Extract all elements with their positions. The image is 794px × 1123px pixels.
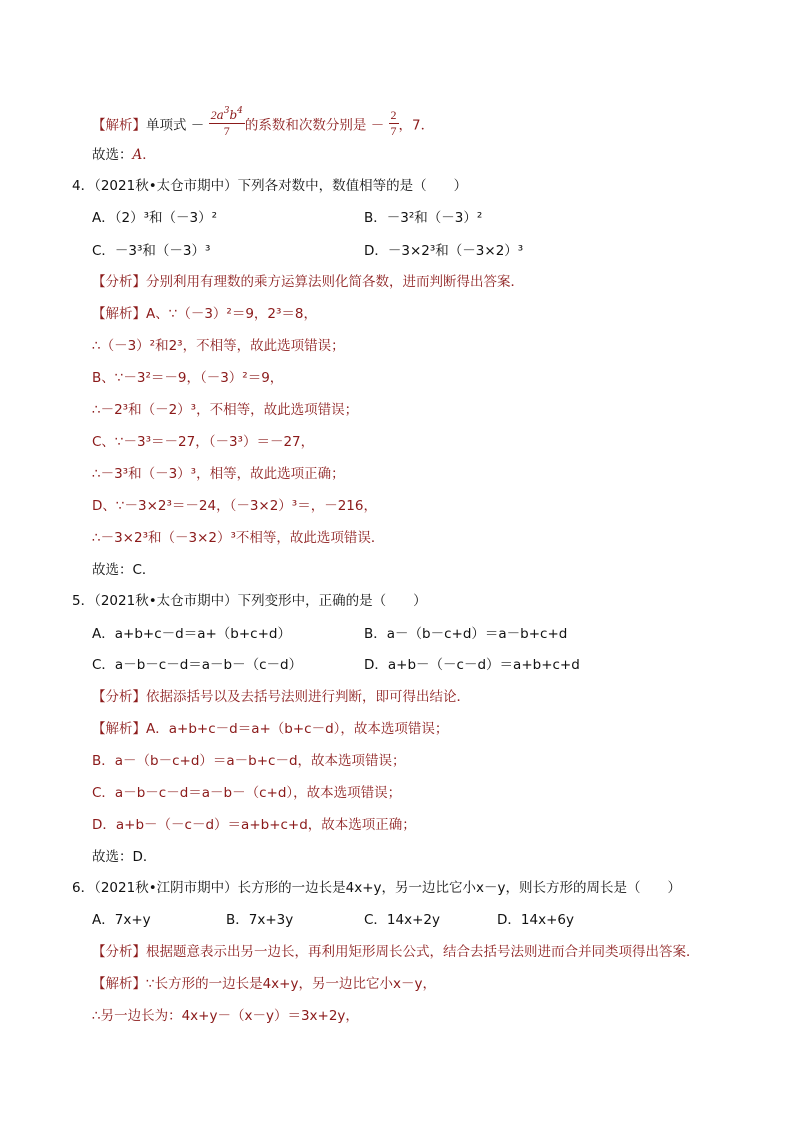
frac2-den: 7 xyxy=(390,124,397,138)
q4-jiexi-6: ∴－3³和（－3）³，相等，故此选项正确； xyxy=(92,466,345,482)
q4-stem: 4．（2021秋•太仓市期中）下列各对数中，数值相等的是（ ） xyxy=(72,178,468,194)
jiexi-tag: 【解析】 xyxy=(92,976,146,992)
q4-jiexi-7: D、∵－3×2³＝－24，（－3×2）³＝，－216， xyxy=(92,498,377,514)
q4-jiexi-8: ∴－3×2³和（－3×2）³不相等，故此选项错误． xyxy=(92,530,385,546)
q4-jiexi-3: B、∵－3²＝－9，（－3）²＝9， xyxy=(92,370,284,386)
answer-label: 故选： xyxy=(92,147,133,163)
q6-option-c: C．14x+2y xyxy=(364,912,440,928)
jiexi-text-b: 的系数和次数分别是 － xyxy=(244,117,385,134)
frac-num-a: a xyxy=(216,108,224,122)
q4-option-d: D．－3×2³和（－3×2）³ xyxy=(364,243,524,259)
q5-option-b: B．a－（b－c+d）＝a－b+c+d xyxy=(364,626,568,642)
jiexi-tag: 【解析】 xyxy=(92,721,146,737)
fraction-answer xyxy=(389,108,399,139)
q4-option-c: C．－3³和（－3）³ xyxy=(92,243,211,259)
q6-jiexi-2: ∴另一边长为：4x+y－（x－y）＝3x+2y， xyxy=(92,1008,359,1024)
prev-jiexi-line xyxy=(92,106,435,141)
q5-jiexi-2: B．a－（b－c+d）＝a－b+c－d，故本选项错误； xyxy=(92,753,406,769)
frac-num-b: b xyxy=(229,108,238,122)
q5-stem: 5．（2021秋•太仓市期中）下列变形中，正确的是（ ） xyxy=(72,593,427,609)
frac-num-coef: 2 xyxy=(210,108,217,122)
frac2-num: 2 xyxy=(390,108,397,122)
fraction-coefficient xyxy=(209,108,245,139)
q6-jiexi-1 xyxy=(92,975,436,993)
fenxi-text: 分别利用有理数的乘方运算法则化简各数，进而判断得出答案． xyxy=(146,274,524,290)
q6-stem: 6．（2021秋•江阴市期中）长方形的一边长是4x+y，另一边比它小x－y，则长方形的周长是（ ） xyxy=(72,880,682,896)
q5-option-a: A．a+b+c－d＝a+（b+c+d） xyxy=(92,626,291,642)
q5-jiexi-4: D．a+b－（－c－d）＝a+b+c+d，故本选项正确； xyxy=(92,817,416,833)
fenxi-text: 依据添括号以及去括号法则进行判断，即可得出结论． xyxy=(146,689,470,705)
q4-fenxi xyxy=(92,273,524,291)
q4-jiexi-5: C、∵－3³＝－27，（－3³）＝－27， xyxy=(92,434,315,450)
jiexi-line: A、∵（－3）²＝9，2³＝8， xyxy=(146,306,318,322)
q4-jiexi-2: ∴（－3）²和2³，不相等，故此选项错误； xyxy=(92,338,345,354)
jiexi-text-a: 单项式 － xyxy=(146,117,205,134)
q5-jiexi-1 xyxy=(92,720,448,738)
q5-answer: 故选：D． xyxy=(92,849,157,865)
prev-answer xyxy=(92,146,156,164)
q4-option-a: A．（2）³和（－3）² xyxy=(92,210,217,226)
jiexi-line: ∵长方形的一边长是4x+y，另一边比它小x－y， xyxy=(146,976,436,992)
q6-option-b: B．7x+3y xyxy=(226,912,294,928)
frac-num-exp-a: 3 xyxy=(223,106,230,116)
q5-fenxi xyxy=(92,688,470,706)
jiexi-tag: 【解析】 xyxy=(92,117,146,134)
q5-jiexi-3: C．a－b－c－d＝a－b－（c+d），故本选项错误； xyxy=(92,785,402,801)
frac-num-exp-b: 4 xyxy=(237,106,243,116)
q5-option-c: C．a－b－c－d＝a－b－（c－d） xyxy=(92,657,303,673)
fenxi-tag: 【分析】 xyxy=(92,944,146,960)
fenxi-tag: 【分析】 xyxy=(92,274,146,290)
jiexi-text-c: ，7． xyxy=(398,117,435,134)
q6-option-a: A．7x+y xyxy=(92,912,151,928)
fenxi-tag: 【分析】 xyxy=(92,689,146,705)
answer-letter: A xyxy=(132,147,143,163)
q4-option-b: B．－3²和（－3）² xyxy=(364,210,483,226)
q6-option-d: D．14x+6y xyxy=(497,912,574,928)
q4-jiexi-1 xyxy=(92,305,317,323)
q5-option-d: D．a+b－（－c－d）＝a+b+c+d xyxy=(364,657,580,673)
q6-fenxi xyxy=(92,943,700,961)
fenxi-text: 根据题意表示出另一边长，再利用矩形周长公式，结合去括号法则进而合并同类项得出答案． xyxy=(146,944,700,960)
q4-answer: 故选：C． xyxy=(92,562,156,578)
q4-jiexi-4: ∴－2³和（－2）³，不相等，故此选项错误； xyxy=(92,402,359,418)
jiexi-line: A．a+b+c－d＝a+（b+c－d），故本选项错误； xyxy=(146,721,449,737)
frac-den: 7 xyxy=(223,124,230,138)
jiexi-tag: 【解析】 xyxy=(92,306,146,322)
answer-end: ． xyxy=(142,147,156,163)
